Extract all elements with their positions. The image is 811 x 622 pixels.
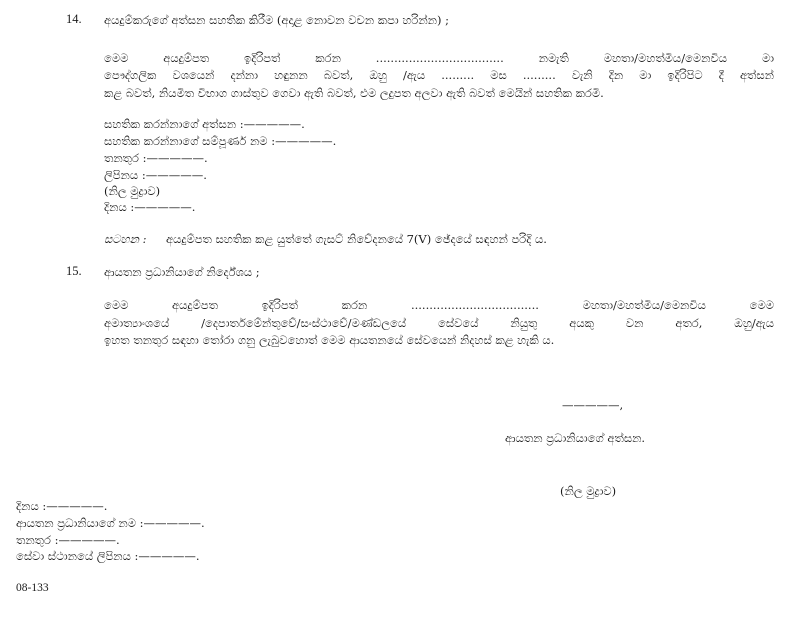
section-14-number: 14. — [66, 12, 82, 26]
section-15-para-line-1: මෙම අයදුම්පත ඉදිරිපත් කරන ................................... මහතා/මහත්මිය/මෙනවිය මෙම — [104, 298, 774, 312]
section-14-para-line-1: මෙම අයදුම්පත ඉදිරිපත් කරන ................................... නමැති මහතා/මහත්මිය/මෙනවිය මා — [104, 51, 774, 65]
footer-workplace-address-field: සේවා ස්ථානයේ ලිපිනය :—————. — [16, 549, 200, 563]
section-15-heading: ආයතන ප්‍රධානියාගේ නිර්දේශය ; — [104, 265, 260, 279]
footer-designation-field: තනතුර :—————. — [16, 533, 120, 547]
note-label: සටහන : — [104, 232, 147, 246]
section-15-para-line-3: ඉහත තනතුර සඳහා තෝරා ගනු ලැබුවහොත් මෙම ආයතනයේ සේවයෙන් නිදහස් කළ හැකි ය. — [104, 333, 555, 347]
certifier-address-field: ලිපිනය :—————. — [104, 168, 207, 182]
section-14-heading: අයදුම්කරුගේ අත්සන සහතික කිරීම (අදාළ නොවන වචන කපා හරින්න) ; — [104, 13, 450, 27]
head-signature-line: —————, — [562, 398, 624, 412]
footer-date-field: දිනය :—————. — [16, 499, 108, 513]
certifier-fullname-field: සහතික කරන්නාගේ සම්පූර්ණ නම :—————. — [104, 134, 337, 148]
section-15-para-line-2: අමාත්‍යාංශයේ /දෙපාර්තමේන්තුවේ/සංස්ථාවේ/මණ්ඩලයේ සේවයේ නියුතු අයකු වන අතර, ඔහු/ඇය — [104, 316, 774, 330]
head-seal-label: (නිල මුද්‍රාව) — [560, 484, 617, 498]
section-14-para-line-3: කළ බවත්, නියමිත විභාග ගාස්තුව ගෙවා ඇති බවත්, එම ලදුපත අලවා ඇති බවත් මෙයින් සහතික කරමි. — [104, 86, 604, 100]
certifier-signature-field: සහතික කරන්නාගේ අත්සන :—————. — [104, 117, 305, 131]
section-14-para-line-2: පෞද්ගලික වශයෙන් දන්නා හඳුනන බවත්, ඔහු /ඇය ......... මස ......... වැනි දින මා ඉදිරිපිට දී අත්සන් — [104, 68, 774, 82]
certifier-seal-label: (නිල මුද්‍රාව) — [104, 184, 161, 198]
footer-head-name-field: ආයතන ප්‍රධානියාගේ නම :—————. — [16, 516, 205, 530]
certifier-date-field: දිනය :—————. — [104, 200, 196, 214]
head-signature-label: ආයතන ප්‍රධානියාගේ අත්සන. — [505, 431, 646, 445]
page-code: 08-133 — [16, 582, 49, 594]
certifier-designation-field: තනතුර :—————. — [104, 151, 208, 165]
note-text: අයදුම්පත සහතික කළ යුත්තේ ගැසට් නිවේදනයේ 7(V) ඡේදයේ සඳහන් පරිදි ය. — [166, 232, 547, 246]
section-15-number: 15. — [66, 264, 82, 278]
